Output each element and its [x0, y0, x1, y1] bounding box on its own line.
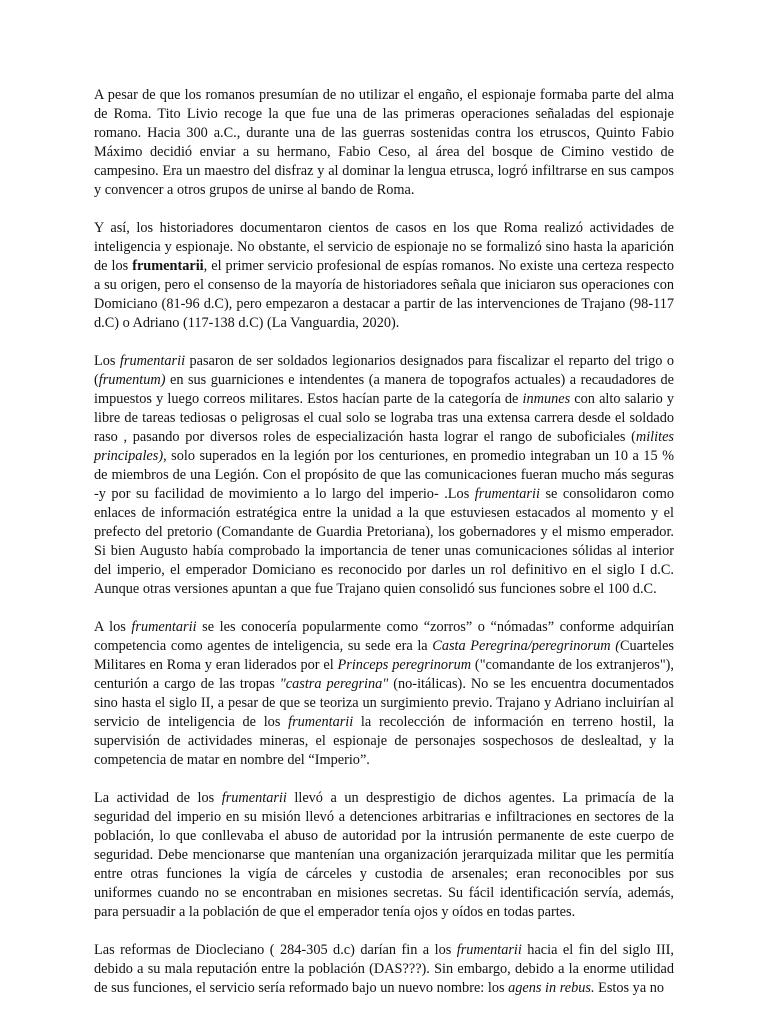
italic-term: agens in rebus. — [508, 980, 595, 996]
italic-term: frumentarii — [131, 619, 197, 635]
text-run: A los — [94, 619, 132, 635]
bold-term: frumentarii — [132, 258, 204, 274]
text-run: con alto salario y libre de tareas tediosas o peligrosas el cual solo se lograba tras una extensa carrera desde el soldado raso , pasando por diversos roles de especialización hasta lograr el rango de suboficiales ( — [94, 391, 674, 445]
text-run: Cuarteles Militares en Roma y eran liderados por el — [94, 638, 674, 673]
paragraph-3 — [94, 352, 674, 599]
paragraph-6 — [94, 941, 674, 998]
text-run: , solo superados en la legión por los centuriones, en promedio integraban un 10 a 15 % de miembros de una Legión. Con el propósito de que las comunicaciones fueran mucho más seguras -y por su facilidad de movimiento a lo largo del imperio- .Los — [94, 448, 674, 502]
italic-term: inmunes — [522, 391, 571, 407]
text-run: se consolidaron como enlaces de información estratégica entre la unidad a la que estuviesen estacados al momento y el prefecto del pretorio (Comandante de Guardia Pretoriana), los gobernadores y el mismo emperador. Si bien Augusto había comprobado la importancia de tener unas comunicaciones sólidas al interior del imperio, el emperador Domiciano es reconocido por darles un rol definitivo en el siglo I d.C. Aunque otras versiones apuntan a que fue Trajano quien consolidó sus funciones sobre el 100 d.C. — [94, 486, 674, 597]
text-run: Y así, los historiadores documentaron cientos de casos en los que Roma realizó actividades de inteligencia y espionaje. No obstante, el servicio de espionaje no se formalizó sino hasta la aparición de los — [94, 220, 674, 274]
text-run: Estos ya no — [594, 980, 665, 996]
text-run: se les conocería popularmente como “zorros” o “nómadas” conforme adquirían competencia como agentes de inteligencia, su sede era la — [94, 619, 675, 654]
italic-term: Princeps peregrinorum — [337, 657, 472, 673]
italic-term: Casta Peregrina/peregrinorum ( — [432, 638, 620, 654]
italic-term: "castra peregrina" — [279, 676, 389, 692]
italic-term: frumentarii — [456, 942, 522, 958]
paragraph-2 — [94, 219, 674, 333]
text-run: en sus guarniciones e intendentes (a manera de topografos actuales) a recaudadores de impuestos y luego correos militares. Estos hacían parte de la categoría de — [94, 372, 674, 407]
text-run: Las reformas de Diocleciano ( 284-305 d.c) darían fin a los — [94, 942, 457, 958]
paragraph-5 — [94, 789, 674, 922]
text-run: (no-itálicas). No se les encuentra documentados sino hasta el siglo II, a pesar de que se teoriza un surgimiento previo. Trajano y Adriano incluirían al servicio de inteligencia de los — [94, 676, 674, 730]
text-run: A pesar de que los romanos presumían de no utilizar el engaño, el espionaje formaba parte del alma de Roma. Tito Livio recoge la que fue una de las primeras operaciones señaladas del espionaje romano. Hacia 300 a.C., durante una de las guerras sostenidas contra los etruscos, Quinto Fabio Máximo decidió enviar a su hermano, Fabio Ceso, al área del bosque de Cimino vestido de campesino. Era un maestro del disfraz y al dominar la lengua etrusca, logró infiltrarse en sus campos y convencer a otros grupos de unirse al bando de Roma. — [94, 87, 674, 198]
text-run: La actividad de los — [94, 790, 222, 806]
text-run: Los — [94, 353, 120, 369]
italic-term: frumentum) — [98, 372, 166, 388]
text-run: , el primer servicio profesional de espías romanos. No existe una certeza respecto a su origen, pero el consenso de la mayoría de historiadores señala que iniciaron sus operaciones con Domiciano (81-96 d.C), pero empezaron a destacar a partir de las intervenciones de Trajano (98-117 d.C) o Adriano (117-138 d.C) (La Vanguardia, 2020). — [94, 258, 675, 331]
text-run: llevó a un desprestigio de dichos agentes. La primacía de la seguridad del imperio en su misión llevó a detenciones arbitrarias e infiltraciones en sectores de la población, lo que conllevaba el abuso de autoridad por la intrusión permanente de este cuerpo de seguridad. Debe mencionarse que mantenían una organización jerarquizada militar que les permitía entre otras funciones la vigía de cárceles y custodia de arsenales; eran reconocibles por sus uniformes cuando no se encontraban en misiones secretas. Su fácil identificación servía, además, para persuadir a la población de que el emperador tenía ojos y oídos en todas partes. — [94, 790, 674, 920]
italic-term: frumentarii — [221, 790, 287, 806]
text-run: hacia el fin del siglo III, debido a su mala reputación entre la población (DAS???). Sin embargo, debido a la enorme utilidad de sus funciones, el servicio sería reformado bajo un nuevo nombre: los — [94, 942, 674, 996]
paragraph-1 — [94, 86, 674, 200]
italic-term: milites principales) — [94, 429, 674, 464]
italic-term: frumentarii — [288, 714, 354, 730]
text-run: la recolección de información en terreno hostil, la supervisión de actividades mineras, el espionaje de personajes sospechosos de deslealtad, y la competencia de matar en nombre del “Imperio”. — [94, 714, 674, 768]
document-page — [94, 86, 674, 1017]
italic-term: frumentarii — [119, 353, 186, 369]
paragraph-4 — [94, 618, 674, 770]
italic-term: frumentarii — [474, 486, 540, 502]
text-run: ("comandante de los extranjeros"), centurión a cargo de las tropas — [94, 657, 674, 692]
text-run: pasaron de ser soldados legionarios designados para fiscalizar el reparto del trigo o ( — [94, 353, 674, 388]
